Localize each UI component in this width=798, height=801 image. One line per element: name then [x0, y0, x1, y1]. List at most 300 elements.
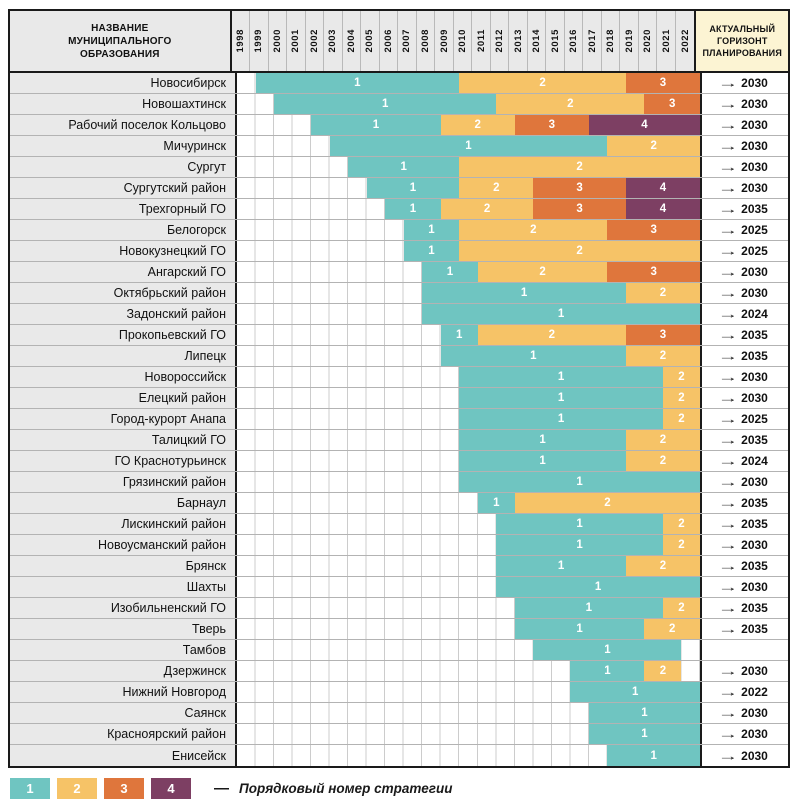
horizon-year: 2030: [741, 706, 768, 720]
horizon-year: 2022: [741, 685, 768, 699]
planning-horizon: [700, 220, 788, 240]
arrow-right-icon: →: [717, 748, 739, 763]
municipality-name: Талицкий ГО: [10, 430, 237, 450]
year-column-header: [435, 11, 454, 71]
arrow-right-icon: →: [717, 286, 739, 300]
table-row: [10, 199, 788, 220]
municipality-name: ГО Краснотурьинск: [10, 451, 237, 471]
municipality-name: Брянск: [10, 556, 237, 576]
year-label: 2013: [512, 29, 524, 53]
strategy-segment: 1: [330, 136, 608, 156]
timeline-cell: [237, 220, 700, 240]
year-column-header: [620, 11, 639, 71]
timeline-cell: [237, 703, 700, 723]
strategy-segment: 4: [626, 199, 700, 219]
year-label: 2020: [642, 29, 654, 53]
timeline-cell: [237, 577, 700, 597]
municipality-name: Новошахтинск: [10, 94, 237, 114]
legend-dash-icon: —: [214, 779, 229, 797]
year-column-header: [583, 11, 602, 71]
arrow-right-icon: →: [717, 433, 739, 447]
arrow-right-icon: →: [717, 496, 739, 510]
strategy-segment: 1: [422, 283, 626, 303]
year-label: 2002: [308, 29, 320, 53]
municipality-name: Новороссийск: [10, 367, 237, 387]
planning-horizon: [700, 535, 788, 555]
arrow-right-icon: →: [717, 706, 739, 720]
planning-horizon: [700, 661, 788, 681]
timeline-cell: [237, 388, 700, 408]
timeline-table: [8, 9, 790, 768]
timeline-cell: [237, 73, 700, 93]
planning-horizon: [700, 682, 788, 702]
year-label: 2000: [271, 29, 283, 53]
strategy-segment: 2: [459, 178, 533, 198]
municipality-name: Изобильненский ГО: [10, 598, 237, 618]
timeline-cell: [237, 367, 700, 387]
legend-caption: Порядковый номер стратегии: [239, 780, 453, 796]
column-header-municipality: НАЗВАНИЕ МУНИЦИПАЛЬНОГО ОБРАЗОВАНИЯ: [10, 11, 232, 71]
strategy-segment: 3: [533, 178, 626, 198]
horizon-year: 2030: [741, 475, 768, 489]
strategy-segment: 1: [607, 745, 700, 766]
arrow-right-icon: →: [717, 622, 739, 636]
strategy-segment: 1: [367, 178, 460, 198]
horizon-year: 2035: [741, 328, 768, 342]
strategy-segment: 2: [441, 199, 534, 219]
table-row: [10, 283, 788, 304]
year-label: 2006: [382, 29, 394, 53]
year-label: 2021: [660, 29, 672, 53]
timeline-cell: [237, 304, 700, 324]
planning-horizon: [700, 598, 788, 618]
timeline-cell: [237, 430, 700, 450]
year-column-header: [676, 11, 695, 71]
strategy-segment: 2: [496, 94, 644, 114]
strategy-segment: 1: [570, 661, 644, 681]
strategy-segment: 1: [422, 304, 700, 324]
timeline-cell: [237, 535, 700, 555]
table-row: [10, 451, 788, 472]
table-row: [10, 619, 788, 640]
horizon-year: 2025: [741, 223, 768, 237]
year-label: 2017: [586, 29, 598, 53]
year-columns: [232, 11, 695, 71]
year-label: 2018: [605, 29, 617, 53]
table-row: [10, 304, 788, 325]
year-label: 2001: [290, 29, 302, 53]
strategy-segment: 3: [607, 262, 700, 282]
table-row: [10, 115, 788, 136]
timeline-cell: [237, 556, 700, 576]
timeline-cell: [237, 493, 700, 513]
strategy-segment: 1: [459, 472, 700, 492]
municipality-name: Новосибирск: [10, 73, 237, 93]
strategy-segment: 1: [404, 220, 460, 240]
year-label: 2014: [531, 29, 543, 53]
horizon-year: 2030: [741, 139, 768, 153]
strategy-segment: 2: [459, 220, 607, 240]
arrow-right-icon: →: [717, 202, 739, 216]
year-label: 1998: [234, 29, 246, 53]
horizon-year: 2030: [741, 286, 768, 300]
municipality-name: Тамбов: [10, 640, 237, 660]
planning-horizon: [700, 724, 788, 744]
planning-horizon: [700, 493, 788, 513]
municipality-name: Барнаул: [10, 493, 237, 513]
planning-horizon: [700, 745, 788, 766]
horizon-year: 2024: [741, 454, 768, 468]
timeline-cell: [237, 724, 700, 744]
municipality-name: Лискинский район: [10, 514, 237, 534]
arrow-right-icon: →: [717, 160, 739, 174]
strategy-segment: 2: [663, 514, 700, 534]
table-row: [10, 682, 788, 703]
strategy-segment: 1: [589, 703, 700, 723]
municipality-name: Рабочий поселок Кольцово: [10, 115, 237, 135]
table-row: [10, 73, 788, 94]
strategy-segment: 2: [663, 367, 700, 387]
year-label: 2019: [623, 29, 635, 53]
municipality-name: Нижний Новгород: [10, 682, 237, 702]
legend-swatch: 2: [57, 778, 97, 799]
planning-horizon: [700, 136, 788, 156]
year-label: 2010: [457, 29, 469, 53]
year-column-header: [324, 11, 343, 71]
year-column-header: [361, 11, 380, 71]
year-label: 2022: [679, 29, 691, 53]
table-row: [10, 178, 788, 199]
planning-horizon: [700, 304, 788, 324]
horizon-year: 2035: [741, 349, 768, 363]
municipality-name: Октябрьский район: [10, 283, 237, 303]
timeline-cell: [237, 157, 700, 177]
table-row: [10, 220, 788, 241]
horizon-year: 2035: [741, 433, 768, 447]
timeline-cell: [237, 745, 700, 766]
timeline-cell: [237, 409, 700, 429]
horizon-year: 2035: [741, 496, 768, 510]
timeline-cell: [237, 325, 700, 345]
year-column-header: [509, 11, 528, 71]
arrow-right-icon: →: [717, 370, 739, 384]
year-column-header: [306, 11, 325, 71]
strategy-segment: 4: [589, 115, 700, 135]
arrow-right-icon: →: [717, 307, 739, 321]
strategy-segment: 2: [459, 73, 626, 93]
municipality-name: Липецк: [10, 346, 237, 366]
strategy-segment: 2: [663, 409, 700, 429]
horizon-year: 2035: [741, 622, 768, 636]
strategy-segment: 1: [515, 598, 663, 618]
municipality-name: Прокопьевский ГО: [10, 325, 237, 345]
strategy-segment: 1: [478, 493, 515, 513]
timeline-cell: [237, 682, 700, 702]
horizon-year: 2030: [741, 265, 768, 279]
horizon-year: 2030: [741, 118, 768, 132]
planning-horizon: [700, 556, 788, 576]
legend-swatch: 4: [151, 778, 191, 799]
year-column-header: [380, 11, 399, 71]
arrow-right-icon: →: [717, 76, 739, 90]
municipality-name: Шахты: [10, 577, 237, 597]
strategy-segment: 1: [404, 241, 460, 261]
strategy-segment: 1: [311, 115, 441, 135]
year-column-header: [398, 11, 417, 71]
year-label: 1999: [253, 29, 265, 53]
strategy-segment: 1: [441, 325, 478, 345]
arrow-right-icon: →: [717, 475, 739, 489]
strategy-segment: 1: [422, 262, 478, 282]
planning-horizon: [700, 619, 788, 639]
municipality-name: Мичуринск: [10, 136, 237, 156]
horizon-year: 2030: [741, 727, 768, 741]
strategy-segment: 1: [459, 430, 626, 450]
planning-horizon: [700, 430, 788, 450]
planning-horizon: [700, 472, 788, 492]
strategy-segment: 2: [515, 493, 700, 513]
year-label: 2016: [568, 29, 580, 53]
strategy-segment: 3: [626, 73, 700, 93]
horizon-year: 2030: [741, 181, 768, 195]
arrow-right-icon: →: [717, 349, 739, 363]
municipality-name: Задонский район: [10, 304, 237, 324]
year-label: 2011: [475, 29, 487, 53]
strategy-segment: 2: [644, 619, 700, 639]
horizon-year: 2030: [741, 664, 768, 678]
strategy-segment: 2: [644, 661, 681, 681]
strategy-segment: 2: [626, 451, 700, 471]
timeline-cell: [237, 94, 700, 114]
planning-horizon: [700, 703, 788, 723]
arrow-right-icon: →: [717, 538, 739, 552]
strategy-segment: 1: [533, 640, 681, 660]
strategy-segment: 4: [626, 178, 700, 198]
arrow-right-icon: →: [717, 727, 739, 741]
horizon-year: 2024: [741, 307, 768, 321]
table-row: [10, 346, 788, 367]
legend-swatch: 1: [10, 778, 50, 799]
planning-horizon: [700, 199, 788, 219]
strategy-segment: 3: [644, 94, 700, 114]
arrow-right-icon: →: [717, 391, 739, 405]
table-row: [10, 724, 788, 745]
strategy-segment: 2: [626, 556, 700, 576]
timeline-cell: [237, 178, 700, 198]
planning-horizon: [700, 514, 788, 534]
arrow-right-icon: →: [717, 328, 739, 342]
strategy-segment: 3: [626, 325, 700, 345]
table-row: [10, 367, 788, 388]
timeline-cell: [237, 115, 700, 135]
timeline-cell: [237, 136, 700, 156]
table-row: [10, 535, 788, 556]
table-row: [10, 661, 788, 682]
year-column-header: [472, 11, 491, 71]
strategy-segment: 2: [626, 430, 700, 450]
table-row: [10, 157, 788, 178]
year-label: 2007: [401, 29, 413, 53]
arrow-right-icon: →: [717, 601, 739, 615]
chart-body: [10, 73, 788, 766]
legend-swatch: 3: [104, 778, 144, 799]
planning-horizon: [700, 388, 788, 408]
strategy-segment: 1: [256, 73, 460, 93]
strategy-segment: 2: [478, 262, 608, 282]
strategy-segment: 2: [441, 115, 515, 135]
strategy-segment: 3: [533, 199, 626, 219]
strategy-segment: 2: [663, 535, 700, 555]
timeline-cell: [237, 283, 700, 303]
municipality-name: Сургутский район: [10, 178, 237, 198]
municipality-name: Ангарский ГО: [10, 262, 237, 282]
horizon-year: 2030: [741, 391, 768, 405]
horizon-year: 2030: [741, 748, 768, 763]
arrow-right-icon: →: [717, 139, 739, 153]
strategy-segment: 1: [570, 682, 700, 702]
strategy-segment: 1: [385, 199, 441, 219]
table-row: [10, 325, 788, 346]
planning-horizon: [700, 94, 788, 114]
municipality-name: Грязинский район: [10, 472, 237, 492]
year-label: 2012: [494, 29, 506, 53]
year-column-header: [491, 11, 510, 71]
year-label: 2005: [364, 29, 376, 53]
table-row: [10, 556, 788, 577]
planning-horizon: [700, 178, 788, 198]
arrow-right-icon: →: [717, 223, 739, 237]
table-row: [10, 514, 788, 535]
arrow-right-icon: →: [717, 118, 739, 132]
arrow-right-icon: →: [717, 580, 739, 594]
municipality-name: Тверь: [10, 619, 237, 639]
timeline-cell: [237, 472, 700, 492]
strategy-segment: 1: [515, 619, 645, 639]
planning-horizon: [700, 283, 788, 303]
timeline-cell: [237, 598, 700, 618]
timeline-cell: [237, 262, 700, 282]
municipality-name: Красноярский район: [10, 724, 237, 744]
horizon-year: 2035: [741, 517, 768, 531]
year-column-header: [287, 11, 306, 71]
timeline-cell: [237, 241, 700, 261]
planning-horizon: [700, 262, 788, 282]
arrow-right-icon: →: [717, 517, 739, 531]
planning-horizon: [700, 640, 788, 660]
strategy-segment: 1: [459, 388, 663, 408]
strategy-segment: 1: [589, 724, 700, 744]
horizon-year: 2030: [741, 370, 768, 384]
table-row: [10, 136, 788, 157]
municipality-name: Енисейск: [10, 745, 237, 766]
strategy-segment: 2: [459, 241, 700, 261]
legend: [10, 777, 792, 799]
strategy-segment: 1: [441, 346, 626, 366]
year-column-header: [232, 11, 251, 71]
year-column-header: [269, 11, 288, 71]
strategy-segment: 1: [496, 577, 700, 597]
municipality-name: Трехгорный ГО: [10, 199, 237, 219]
table-row: [10, 745, 788, 766]
planning-horizon: [700, 367, 788, 387]
strategy-segment: 3: [607, 220, 700, 240]
table-row: [10, 493, 788, 514]
table-row: [10, 430, 788, 451]
strategy-segment: 1: [496, 556, 626, 576]
timeline-cell: [237, 619, 700, 639]
municipality-name: Дзержинск: [10, 661, 237, 681]
planning-horizon: [700, 451, 788, 471]
year-label: 2015: [549, 29, 561, 53]
strategy-segment: 2: [607, 136, 700, 156]
horizon-year: 2025: [741, 412, 768, 426]
horizon-year: 2030: [741, 580, 768, 594]
strategy-segment: 2: [626, 283, 700, 303]
planning-horizon: [700, 409, 788, 429]
horizon-year: 2030: [741, 76, 768, 90]
arrow-right-icon: →: [717, 244, 739, 258]
arrow-right-icon: →: [717, 97, 739, 111]
municipality-name: Белогорск: [10, 220, 237, 240]
municipality-name: Саянск: [10, 703, 237, 723]
planning-horizon: [700, 325, 788, 345]
horizon-year: 2030: [741, 538, 768, 552]
planning-horizon: [700, 346, 788, 366]
table-row: [10, 598, 788, 619]
year-label: 2004: [345, 29, 357, 53]
table-row: [10, 262, 788, 283]
table-row: [10, 577, 788, 598]
strategy-segment: 1: [459, 409, 663, 429]
table-row: [10, 472, 788, 493]
timeline-cell: [237, 451, 700, 471]
timeline-cell: [237, 661, 700, 681]
year-column-header: [528, 11, 547, 71]
year-column-header: [454, 11, 473, 71]
year-column-header: [639, 11, 658, 71]
municipality-name: Елецкий район: [10, 388, 237, 408]
horizon-year: 2030: [741, 97, 768, 111]
table-row: [10, 94, 788, 115]
column-header-horizon: АКТУАЛЬНЫЙ ГОРИЗОНТ ПЛАНИРОВАНИЯ: [694, 11, 788, 71]
timeline-cell: [237, 514, 700, 534]
planning-horizon: [700, 73, 788, 93]
table-header: [10, 11, 788, 73]
table-row: [10, 409, 788, 430]
table-row: [10, 640, 788, 661]
horizon-year: 2035: [741, 601, 768, 615]
timeline-cell: [237, 346, 700, 366]
strategy-segment: 2: [626, 346, 700, 366]
arrow-right-icon: →: [717, 685, 739, 699]
strategy-segment: 2: [459, 157, 700, 177]
horizon-year: 2035: [741, 202, 768, 216]
arrow-right-icon: →: [717, 265, 739, 279]
municipality-name: Сургут: [10, 157, 237, 177]
horizon-year: 2030: [741, 160, 768, 174]
strategy-segment: 2: [663, 388, 700, 408]
strategy-segment: 1: [274, 94, 496, 114]
strategy-segment: 2: [663, 598, 700, 618]
strategy-segment: 1: [496, 514, 663, 534]
year-label: 2003: [327, 29, 339, 53]
table-row: [10, 388, 788, 409]
municipality-name: Город-курорт Анапа: [10, 409, 237, 429]
strategy-segment: 1: [348, 157, 459, 177]
strategy-segment: 1: [496, 535, 663, 555]
planning-horizon: [700, 241, 788, 261]
year-column-header: [657, 11, 676, 71]
